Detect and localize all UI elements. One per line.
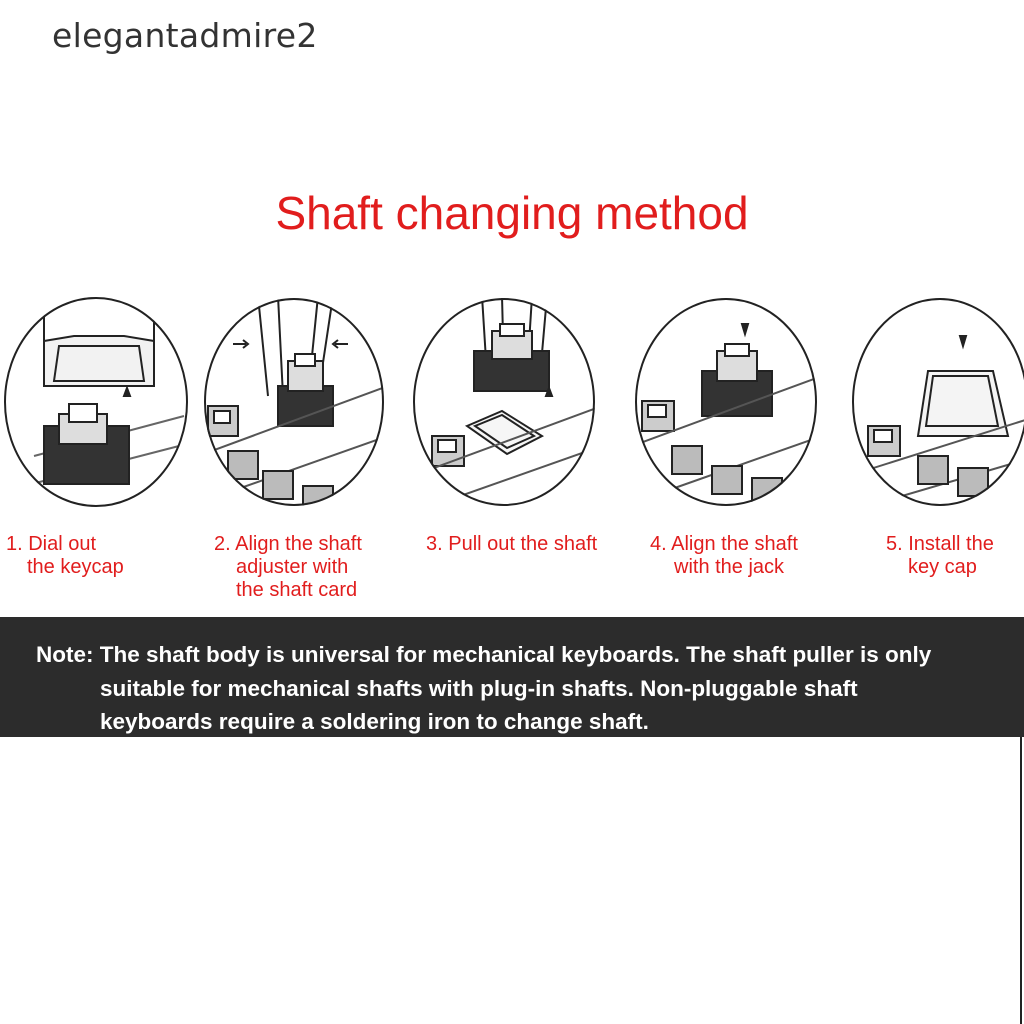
step-2-line-2: adjuster with	[236, 556, 349, 578]
note-line-3: keyboards require a soldering iron to change shaft.	[100, 709, 649, 734]
page-title: Shaft changing method	[275, 187, 749, 239]
shaft-puller-align-icon	[198, 296, 384, 508]
install-keycap-icon	[848, 296, 1024, 508]
step-5-line-2: key cap	[908, 556, 977, 578]
watermark: elegantadmire2	[52, 16, 318, 55]
right-border-line	[1020, 737, 1022, 1024]
step-3-illustration	[412, 296, 598, 508]
step-4-illustration	[632, 296, 818, 508]
step-1-line-1: 1. Dial out	[6, 533, 97, 555]
note-panel	[0, 617, 1024, 737]
step-2-line-3: the shaft card	[236, 579, 358, 601]
pull-shaft-icon	[412, 296, 598, 508]
step-2-illustration	[198, 296, 384, 508]
step-1-caption	[6, 533, 124, 579]
step-2-caption	[214, 533, 362, 602]
note-line-1: Note: The shaft body is universal for mechanical keyboards. The shaft puller is only	[36, 642, 932, 667]
note-line-2: suitable for mechanical shafts with plug-in shafts. Non-pluggable shaft	[100, 676, 858, 701]
step-1-line-2: the keycap	[27, 556, 124, 578]
step-5-caption	[886, 533, 994, 579]
keycap-removal-icon	[4, 296, 190, 508]
step-4-line-2: with the jack	[674, 556, 785, 578]
step-5-illustration	[848, 296, 1024, 508]
step-3-caption	[426, 533, 597, 556]
step-3-line-1: 3. Pull out the shaft	[426, 533, 598, 555]
step-1-illustration	[4, 296, 190, 508]
step-2-line-1: 2. Align the shaft	[214, 533, 362, 555]
step-4-caption	[650, 533, 798, 579]
step-5-line-1: 5. Install the	[886, 533, 994, 555]
insert-shaft-icon	[632, 296, 818, 508]
step-4-line-1: 4. Align the shaft	[650, 533, 798, 555]
